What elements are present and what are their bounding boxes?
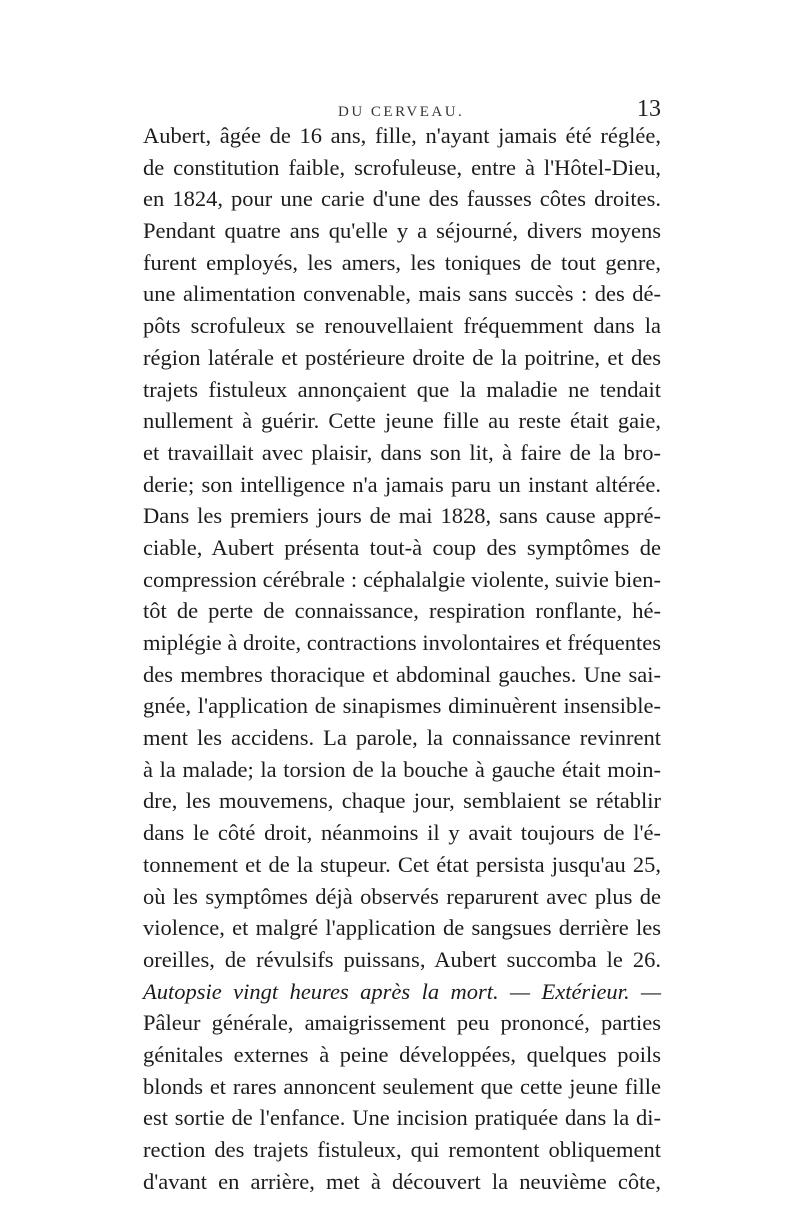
text-line: tôt de perte de connaissance, respiration ronflante, hé- — [143, 598, 661, 624]
text-line: dans le côté droit, néanmoins il y avait toujours de l'é- — [143, 820, 661, 846]
text-line: Aubert, âgée de 16 ans, fille, n'ayant jamais été réglée, — [143, 123, 661, 148]
text-line: derie; son intelligence n'a jamais paru un instant altérée. — [143, 471, 661, 497]
text-line: miplégie à droite, contractions involontaires et fréquentes — [143, 630, 661, 655]
text-line: Pendant quatre ans qu'elle y a séjourné, divers moyens — [143, 218, 661, 244]
text-line: est sortie de l'enfance. Une incision pratiquée dans la di- — [143, 1105, 661, 1131]
text-line: rection des trajets fistuleux, qui remontent obliquement — [143, 1137, 661, 1162]
text-line: nullement à guérir. Cette jeune fille au reste était gaie, — [143, 408, 661, 434]
text-line: une alimentation convenable, mais sans succès : des dé- — [143, 281, 661, 307]
text-line: ciable, Aubert présenta tout-à coup des symptômes de — [143, 534, 661, 560]
text-line: compression cérébrale : céphalalgie violente, suivie bien- — [143, 566, 661, 592]
text-line: gnée, l'application de sinapismes diminuèrent insensible- — [143, 693, 661, 719]
text-line: et travaillait avec plaisir, dans son lit, à faire de la bro- — [143, 439, 661, 465]
page-number: 13 — [637, 96, 661, 122]
text-line: oreilles, de révulsifs puissans, Aubert succomba le 26. — [143, 946, 661, 972]
text-line: trajets fistuleux annonçaient que la maladie ne tendait — [143, 376, 661, 402]
running-title: DU CERVEAU. — [338, 104, 465, 120]
text-line: à la malade; la torsion de la bouche à gauche était moin- — [143, 756, 661, 782]
text-line: blonds et rares annoncent seulement que cette jeune fille — [143, 1073, 661, 1099]
text-line: Dans les premiers jours de mai 1828, sans cause appré- — [143, 503, 661, 529]
text-line: violence, et malgré l'application de sangsues derrière les — [143, 915, 661, 941]
section-heading-autopsie: Autopsie vingt heures après la mort. — Extérieur. — — [143, 978, 661, 1004]
text-line: furent employés, les amers, les toniques de tout genre, — [143, 249, 661, 275]
body-text — [143, 120, 661, 1197]
text-line: dre, les mouvemens, chaque jour, semblaient se rétablir — [143, 788, 661, 814]
text-line: ment les accidens. La parole, la connaissance revinrent — [143, 725, 661, 751]
text-line: tonnement et de la stupeur. Cet état persista jusqu'au 25, — [143, 851, 661, 877]
text-line: pôts scrofuleux se renouvellaient fréquemment dans la — [143, 313, 661, 339]
text-line: des membres thoracique et abdominal gauches. Une sai- — [143, 661, 661, 687]
text-line: de constitution faible, scrofuleuse, entre à l'Hôtel-Dieu, — [143, 154, 661, 180]
text-line: région latérale et postérieure droite de la poitrine, et des — [143, 344, 661, 370]
text-line: d'avant en arrière, met à découvert la neuvième côte, — [143, 1168, 661, 1194]
text-line: où les symptômes déjà observés reparurent avec plus de — [143, 883, 661, 909]
text-line: en 1824, pour une carie d'une des fausses côtes droites. — [143, 186, 661, 212]
text-line: génitales externes à peine développées, quelques poils — [143, 1041, 661, 1067]
text-line: Pâleur générale, amaigrissement peu prononcé, parties — [143, 1010, 661, 1036]
